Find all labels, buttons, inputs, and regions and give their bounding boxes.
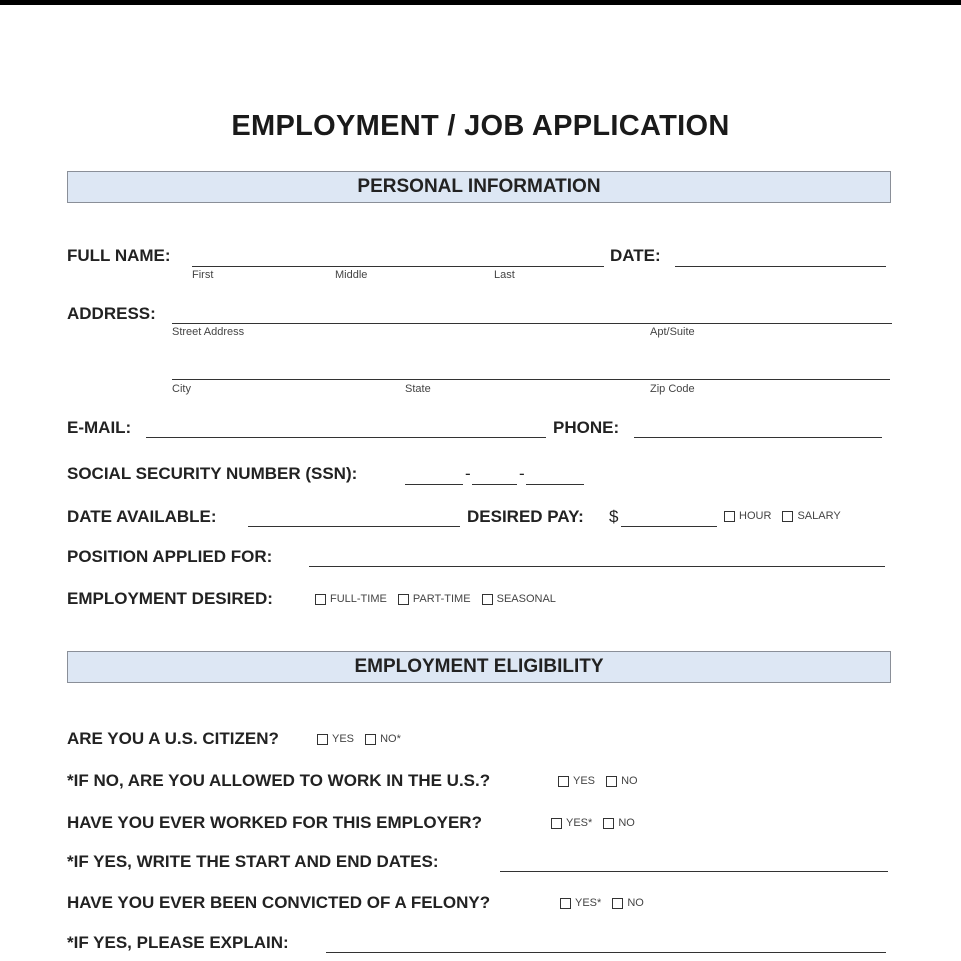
citizen-options	[317, 733, 409, 748]
email-label: E-MAIL:	[67, 418, 132, 437]
checkbox-icon[interactable]	[398, 594, 409, 605]
start-end-dates-label: *IF YES, WRITE THE START AND END DATES:	[67, 852, 439, 871]
pay-hour-text: HOUR	[739, 510, 772, 522]
ssn-part3-field[interactable]	[526, 484, 584, 485]
top-border	[0, 0, 961, 5]
worked-no-text: NO	[618, 817, 635, 829]
currency-symbol: $	[609, 507, 619, 526]
checkbox-icon[interactable]	[560, 898, 571, 909]
personal-information-header: PERSONAL INFORMATION	[67, 171, 891, 203]
felony-options	[560, 897, 652, 912]
checkbox-icon[interactable]	[603, 818, 614, 829]
citizen-question: ARE YOU A U.S. CITIZEN?	[67, 729, 279, 748]
allowed-no-text: NO	[621, 775, 638, 787]
last-name-caption: Last	[494, 269, 515, 281]
allowed-to-work-question: *IF NO, ARE YOU ALLOWED TO WORK IN THE U.S.?	[67, 771, 491, 790]
street-address-field[interactable]	[172, 323, 892, 324]
felony-no-text: NO	[627, 897, 644, 909]
position-field[interactable]	[309, 566, 885, 567]
ssn-part2-field[interactable]	[472, 484, 517, 485]
full-name-label: FULL NAME:	[67, 246, 171, 265]
state-caption: State	[405, 383, 431, 395]
pay-salary-text: SALARY	[797, 510, 841, 522]
employment-desired-options	[315, 593, 564, 608]
date-available-label: DATE AVAILABLE:	[67, 507, 217, 526]
ssn-label: SOCIAL SECURITY NUMBER (SSN):	[67, 464, 358, 483]
employment-eligibility-header: EMPLOYMENT ELIGIBILITY	[67, 651, 891, 683]
pay-hour-option[interactable]	[724, 510, 771, 522]
checkbox-icon[interactable]	[612, 898, 623, 909]
phone-label: PHONE:	[553, 418, 620, 437]
checkbox-icon[interactable]	[317, 734, 328, 745]
position-label: POSITION APPLIED FOR:	[67, 547, 273, 566]
felony-question: HAVE YOU EVER BEEN CONVICTED OF A FELONY?	[67, 893, 491, 912]
employment-desired-label: EMPLOYMENT DESIRED:	[67, 589, 273, 608]
start-end-dates-field[interactable]	[500, 871, 888, 872]
apt-suite-caption: Apt/Suite	[650, 326, 695, 338]
checkbox-icon[interactable]	[551, 818, 562, 829]
allowed-to-work-options	[558, 775, 646, 790]
checkbox-icon[interactable]	[782, 511, 793, 522]
ssn-separator: -	[519, 464, 525, 483]
worked-no-option[interactable]	[603, 817, 635, 829]
zip-code-caption: Zip Code	[650, 383, 695, 395]
email-field[interactable]	[146, 437, 546, 438]
citizen-yes-text: YES	[332, 733, 355, 745]
full-name-field[interactable]	[192, 266, 604, 267]
allowed-no-option[interactable]	[606, 775, 638, 787]
felony-no-option[interactable]	[612, 897, 644, 909]
citizen-no-option[interactable]	[365, 733, 401, 745]
part-time-option[interactable]	[398, 593, 471, 605]
street-address-caption: Street Address	[172, 326, 245, 338]
worked-yes-text: YES*	[566, 817, 593, 829]
citizen-yes-option[interactable]	[317, 733, 354, 745]
felony-yes-text: YES*	[575, 897, 602, 909]
pay-type-options	[724, 510, 849, 525]
checkbox-icon[interactable]	[482, 594, 493, 605]
middle-name-caption: Middle	[335, 269, 368, 281]
phone-field[interactable]	[634, 437, 882, 438]
seasonal-text: SEASONAL	[496, 593, 556, 605]
pay-salary-option[interactable]	[782, 510, 840, 522]
checkbox-icon[interactable]	[365, 734, 376, 745]
desired-pay-field[interactable]	[621, 526, 717, 527]
allowed-yes-text: YES	[573, 775, 596, 787]
citizen-no-text: NO*	[380, 733, 401, 745]
checkbox-icon[interactable]	[606, 776, 617, 787]
address-label: ADDRESS:	[67, 304, 156, 323]
worked-yes-option[interactable]	[551, 817, 592, 829]
date-available-field[interactable]	[248, 526, 460, 527]
part-time-text: PART-TIME	[412, 593, 471, 605]
city-caption: City	[172, 383, 191, 395]
full-time-option[interactable]	[315, 593, 387, 605]
checkbox-icon[interactable]	[724, 511, 735, 522]
first-name-caption: First	[192, 269, 214, 281]
date-label: DATE:	[610, 246, 661, 265]
seasonal-option[interactable]	[482, 593, 556, 605]
ssn-part1-field[interactable]	[405, 484, 463, 485]
worked-for-employer-question: HAVE YOU EVER WORKED FOR THIS EMPLOYER?	[67, 813, 482, 832]
allowed-yes-option[interactable]	[558, 775, 595, 787]
please-explain-label: *IF YES, PLEASE EXPLAIN:	[67, 933, 289, 952]
date-field[interactable]	[675, 266, 886, 267]
checkbox-icon[interactable]	[315, 594, 326, 605]
full-time-text: FULL-TIME	[330, 593, 387, 605]
please-explain-field[interactable]	[326, 952, 886, 953]
city-state-zip-field[interactable]	[172, 379, 890, 380]
ssn-separator: -	[465, 464, 471, 483]
desired-pay-label: DESIRED PAY:	[467, 507, 584, 526]
checkbox-icon[interactable]	[558, 776, 569, 787]
page-title: EMPLOYMENT / JOB APPLICATION	[231, 110, 730, 142]
worked-for-employer-options	[551, 817, 643, 832]
felony-yes-option[interactable]	[560, 897, 601, 909]
